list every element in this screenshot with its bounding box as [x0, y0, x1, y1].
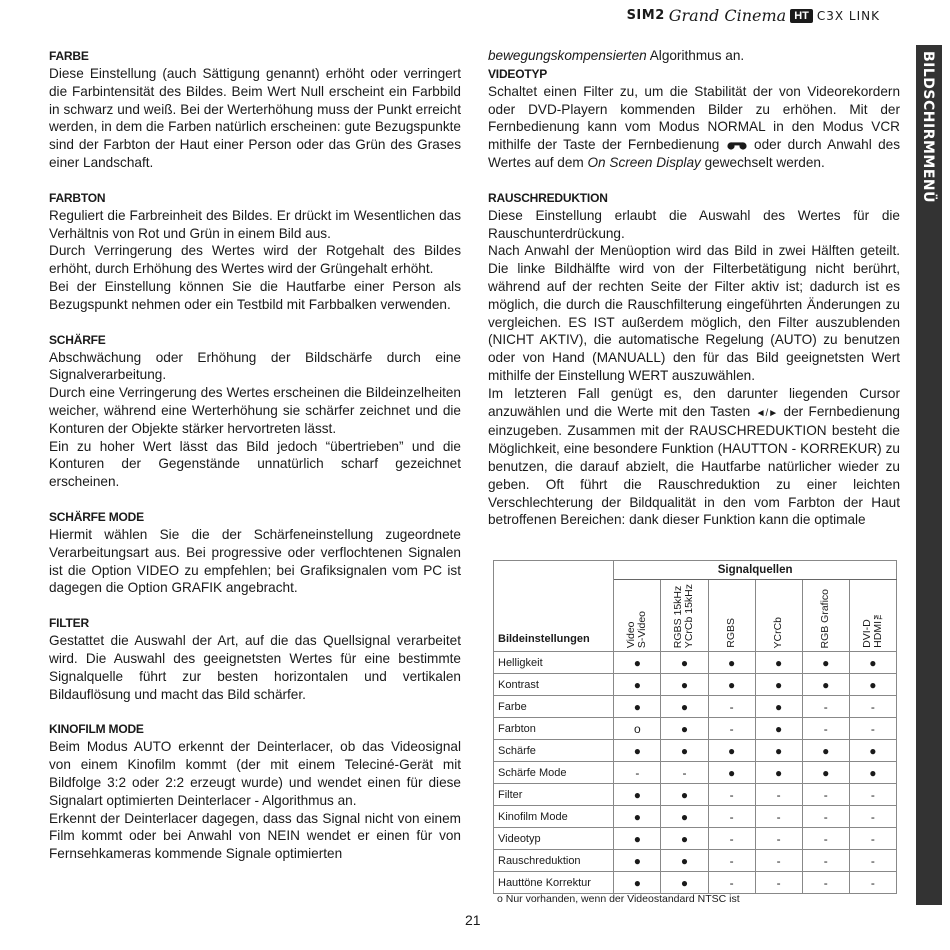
- table-cell: -: [708, 806, 755, 828]
- table-cell: ●: [755, 718, 802, 740]
- section-heading: SCHÄRFE MODE: [49, 509, 144, 524]
- table-row: [494, 872, 897, 894]
- section-text: Durch Verringerung des Wertes wird der Rotgehalt des Bildes erhöht, durch Erhöhung des Wertes wird der Grüngehalt erhöht.: [49, 243, 461, 277]
- brand-logo: SIM2: [626, 8, 665, 23]
- row-label: Videotyp: [494, 828, 614, 850]
- table-cell: -: [802, 784, 849, 806]
- table-row: [494, 806, 897, 828]
- table-row: [494, 652, 897, 674]
- section-filter: [49, 614, 461, 703]
- table-cell: ●: [661, 696, 708, 718]
- table-cell: -: [708, 872, 755, 894]
- table-cell: -: [661, 762, 708, 784]
- table-cell: ●: [802, 652, 849, 674]
- table-column-header: DVI-D HDMI™: [849, 580, 896, 652]
- row-label: Helligkeit: [494, 652, 614, 674]
- table-cell: ●: [614, 850, 661, 872]
- table-cell: -: [849, 718, 896, 740]
- table-cell: -: [802, 718, 849, 740]
- table-cell: -: [755, 806, 802, 828]
- table-cell: ●: [802, 740, 849, 762]
- row-label: Schärfe Mode: [494, 762, 614, 784]
- section-kinofilm-mode: [49, 720, 461, 863]
- row-label: Kinofilm Mode: [494, 806, 614, 828]
- table-cell: -: [708, 828, 755, 850]
- table-column-header: YCrCb: [755, 580, 802, 652]
- table-cell: ●: [849, 674, 896, 696]
- table-cell: ●: [708, 652, 755, 674]
- table-cell: ●: [755, 696, 802, 718]
- section-text: Reguliert die Farbreinheit des Bildes. Er drückt im Wesentlichen das Verhältnis von Rot und Grün in einem Bild aus.: [49, 207, 461, 241]
- table-cell: ●: [614, 828, 661, 850]
- table-cell: ●: [614, 674, 661, 696]
- table-cell: -: [849, 850, 896, 872]
- table-cell: ●: [849, 740, 896, 762]
- table-cell: ●: [755, 674, 802, 696]
- row-label: Rauschreduktion: [494, 850, 614, 872]
- model-name: C3X LINK: [816, 8, 880, 23]
- table-cell: ●: [708, 674, 755, 696]
- section-heading: FILTER: [49, 616, 89, 631]
- table-column-header: RGBS: [708, 580, 755, 652]
- section-text: Diese Einstellung (auch Sättigung genannt) erhöht oder verringert die Farbintensität des Bildes. Beim Wert Null erscheint ein Farbbild in schwarz und weiß. Bei der Werterhöhung muss der Punkt erreicht werden, in dem die Farben natürlich erscheinen: gute Bezugspunkte sind der Farbton der Haut einer Person oder das Grün des Grases einer Landschaft.: [49, 66, 461, 170]
- table-cell: ●: [755, 740, 802, 762]
- table-cell: ●: [849, 762, 896, 784]
- section-text: Erkennt der Deinterlacer dagegen, dass das Signal nicht von einem Film kommt oder bei Anwahl von NEIN wendet er einen für von Fernsehkameras kommende Signale optimierten: [49, 810, 461, 862]
- section-rauschreduktion: [488, 189, 900, 529]
- section-heading: FARBTON: [49, 190, 106, 205]
- table-cell: ●: [661, 652, 708, 674]
- table-cell: ●: [614, 740, 661, 762]
- section-text: Ein zu hoher Wert lässt das Bild jedoch “übertrieben” und die Konturen der Gegenstände unnatürlich scharf gezeichnet erscheinen.: [49, 438, 461, 490]
- table-cell: -: [849, 806, 896, 828]
- table-cell: -: [755, 872, 802, 894]
- table-footnote: o Nur vorhanden, wenn der Videostandard NTSC ist: [497, 893, 740, 905]
- table-cell: ●: [661, 718, 708, 740]
- section-text: Hiermit wählen Sie die der Schärfeneinstellung zugeordnete Verarbeitungsart aus. Bei progressive oder verflochtenen Signalen ist die Option VIDEO zu empfehlen; bei Grafiksignalen vom PC ist dagegen die Option GRAFIK angebracht.: [49, 526, 461, 596]
- row-label: Farbe: [494, 696, 614, 718]
- section-heading: FARBE: [49, 49, 89, 63]
- table-cell: ●: [661, 784, 708, 806]
- table-row: [494, 762, 897, 784]
- section-text: Beim Modus AUTO erkennt der Deinterlacer, ob das Videosignal von einem Kinofilm kommt (der mit einem Teleciné-Gerät mit Bildfolge 3:2 oder 2:2 erzeugt wurde) und wendet einen für diese Signalart optimierten Deinterlacer - Algorithmus an.: [49, 739, 461, 808]
- page-header: [627, 6, 880, 25]
- arrow-keys-icon: ◄/►: [755, 407, 779, 419]
- table-cell: ●: [661, 806, 708, 828]
- left-column: [49, 47, 461, 880]
- section-heading: KINOFILM MODE: [49, 722, 144, 737]
- table-cell: ●: [661, 740, 708, 762]
- ht-badge: HT: [790, 9, 813, 23]
- section-side-tab: [916, 45, 942, 905]
- section-text: Durch eine Verringerung des Wertes erscheinen die Bildeinzelheiten weicher, während eine Werterhöhung sie schärfer zeichnet und die Konturen der Objekte stärker hervortreten lässt.: [49, 385, 461, 436]
- section-text: Diese Einstellung erlaubt die Auswahl des Wertes für die Rauschunterdrückung.: [488, 207, 900, 241]
- table-cell: o: [614, 718, 661, 740]
- table-cell: -: [708, 784, 755, 806]
- section-schärfe-mode: [49, 508, 461, 597]
- table-cell: -: [849, 696, 896, 718]
- section-text: Bei der Einstellung können Sie die Hautfarbe einer Person als Bezugspunkt nehmen oder ein Testbild mit Farbbalken verwenden.: [49, 278, 461, 312]
- table-row: [494, 696, 897, 718]
- vcr-button-icon: [726, 141, 748, 150]
- table-cell: ●: [614, 784, 661, 806]
- row-label: Farbton: [494, 718, 614, 740]
- table-cell: ●: [614, 872, 661, 894]
- signal-sources-table: [493, 560, 897, 894]
- table-column-header: Video S-Video: [614, 580, 661, 652]
- table-cell: ●: [661, 872, 708, 894]
- section-videotyp: [488, 65, 900, 172]
- section-heading: VIDEOTYP: [488, 66, 548, 81]
- section-text: Im letzteren Fall genügt es, den darunter liegenden Cursor anzuwählen und die Werte mit den Tasten ◄/► der Fernbedienung einzugeben. Zusammen mit der RAUSCHREDUKTION besteht die Möglichkeit, eine besondere Funktion (HAUTTON - KORREKUR) zu benutzen, die darauf abzielt, die Hautfarbe natürlicher wieder zu geben. Oft führt die Rauschreduktion zu einer leichten Verschlechterung der Bildqualität in den vom Farbton der Haut betroffenen Bereichen: dank dieser Funktion kann die optimale: [488, 385, 900, 528]
- table-cell: ●: [708, 762, 755, 784]
- row-label: Hauttöne Korrektur: [494, 872, 614, 894]
- table-cell: -: [708, 696, 755, 718]
- row-label: Filter: [494, 784, 614, 806]
- table-group-header: Signalquellen: [614, 561, 897, 580]
- table-cell: ●: [708, 740, 755, 762]
- section-heading: RAUSCHREDUKTION: [488, 190, 608, 205]
- table-cell: ●: [755, 762, 802, 784]
- table-cell: -: [849, 872, 896, 894]
- section-farbton: [49, 189, 461, 314]
- table-cell: -: [614, 762, 661, 784]
- table-cell: ●: [614, 806, 661, 828]
- side-tab-label: BILDSCHIRMMENÜ: [920, 51, 936, 203]
- section-text: Nach Anwahl der Menüoption wird das Bild in zwei Hälften geteilt. Die linke Bildhälfte wird von der Filterbetätigung nicht berührt, während auf der rechten Seite der Filter aktiv ist; dadurch ist es möglich, die durch die Rauschfilterung eingeführten Änderungen zu vergleichen. ES IST außerdem möglich, den Filter auszublenden (NICHT AKTIV), die automatische Regelung (AUTO) zu benutzen oder von Hand (MANUALL) den für das Bild geeignetsten Wert mithilfe der Einstellung WERT auszuwählen.: [488, 243, 900, 383]
- section-farbe: [49, 47, 461, 172]
- row-label: Schärfe: [494, 740, 614, 762]
- table-cell: -: [802, 696, 849, 718]
- table-cell: ●: [755, 652, 802, 674]
- table-cell: -: [755, 828, 802, 850]
- section-text: Gestattet die Auswahl der Art, auf die das Quellsignal verarbeitet wird. Die Auswahl des geeignetsten Wertes für eine bestimmte Signalquelle führt zur besten horizontalen und vertikalen Bildauflösung und macht das Bild schärfer.: [49, 633, 461, 702]
- section-heading: SCHÄRFE: [49, 332, 106, 347]
- right-column: [488, 47, 900, 546]
- table-cell: -: [708, 850, 755, 872]
- table-cell: ●: [661, 828, 708, 850]
- table-cell: -: [802, 850, 849, 872]
- row-label: Kontrast: [494, 674, 614, 696]
- table-cell: ●: [802, 674, 849, 696]
- table-row: [494, 784, 897, 806]
- section-schärfe: [49, 331, 461, 491]
- product-name: Grand Cinema: [668, 6, 787, 25]
- table-row: [494, 674, 897, 696]
- table-cell: -: [802, 872, 849, 894]
- page-number: 21: [465, 912, 481, 928]
- table-cell: ●: [614, 652, 661, 674]
- section-text: Abschwächung oder Erhöhung der Bildschärfe durch eine Signalverarbeitung.: [49, 349, 461, 383]
- table-cell: -: [755, 850, 802, 872]
- table-row: [494, 740, 897, 762]
- table-cell: ●: [614, 696, 661, 718]
- table-cell: -: [849, 828, 896, 850]
- table-cell: ●: [661, 674, 708, 696]
- table-corner-label: Bildeinstellungen: [494, 561, 614, 652]
- table-cell: -: [802, 806, 849, 828]
- table-column-header: RGB Grafico: [802, 580, 849, 652]
- table-cell: -: [849, 784, 896, 806]
- table-row: [494, 718, 897, 740]
- table-cell: ●: [849, 652, 896, 674]
- table-column-header: RGBS 15kHz YCrCb 15kHz: [661, 580, 708, 652]
- table-cell: -: [708, 718, 755, 740]
- table-row: [494, 850, 897, 872]
- continued-text: bewegungskompensierten Algorithmus an.: [488, 48, 745, 63]
- table-cell: -: [802, 828, 849, 850]
- table-row: [494, 828, 897, 850]
- section-text: Schaltet einen Filter zu, um die Stabilität der von Videorekordern oder DVD-Playern kommenden Bilder zu erhöhen. Mit der Fernbedienung kann vom Modus NORMAL in den Modus VCR mithilfe der Taste der Fernbedienung oder durch Anwahl des Wertes auf dem On Screen Display gewechselt werden.: [488, 83, 900, 170]
- table-cell: ●: [802, 762, 849, 784]
- table-cell: ●: [661, 850, 708, 872]
- table-cell: -: [755, 784, 802, 806]
